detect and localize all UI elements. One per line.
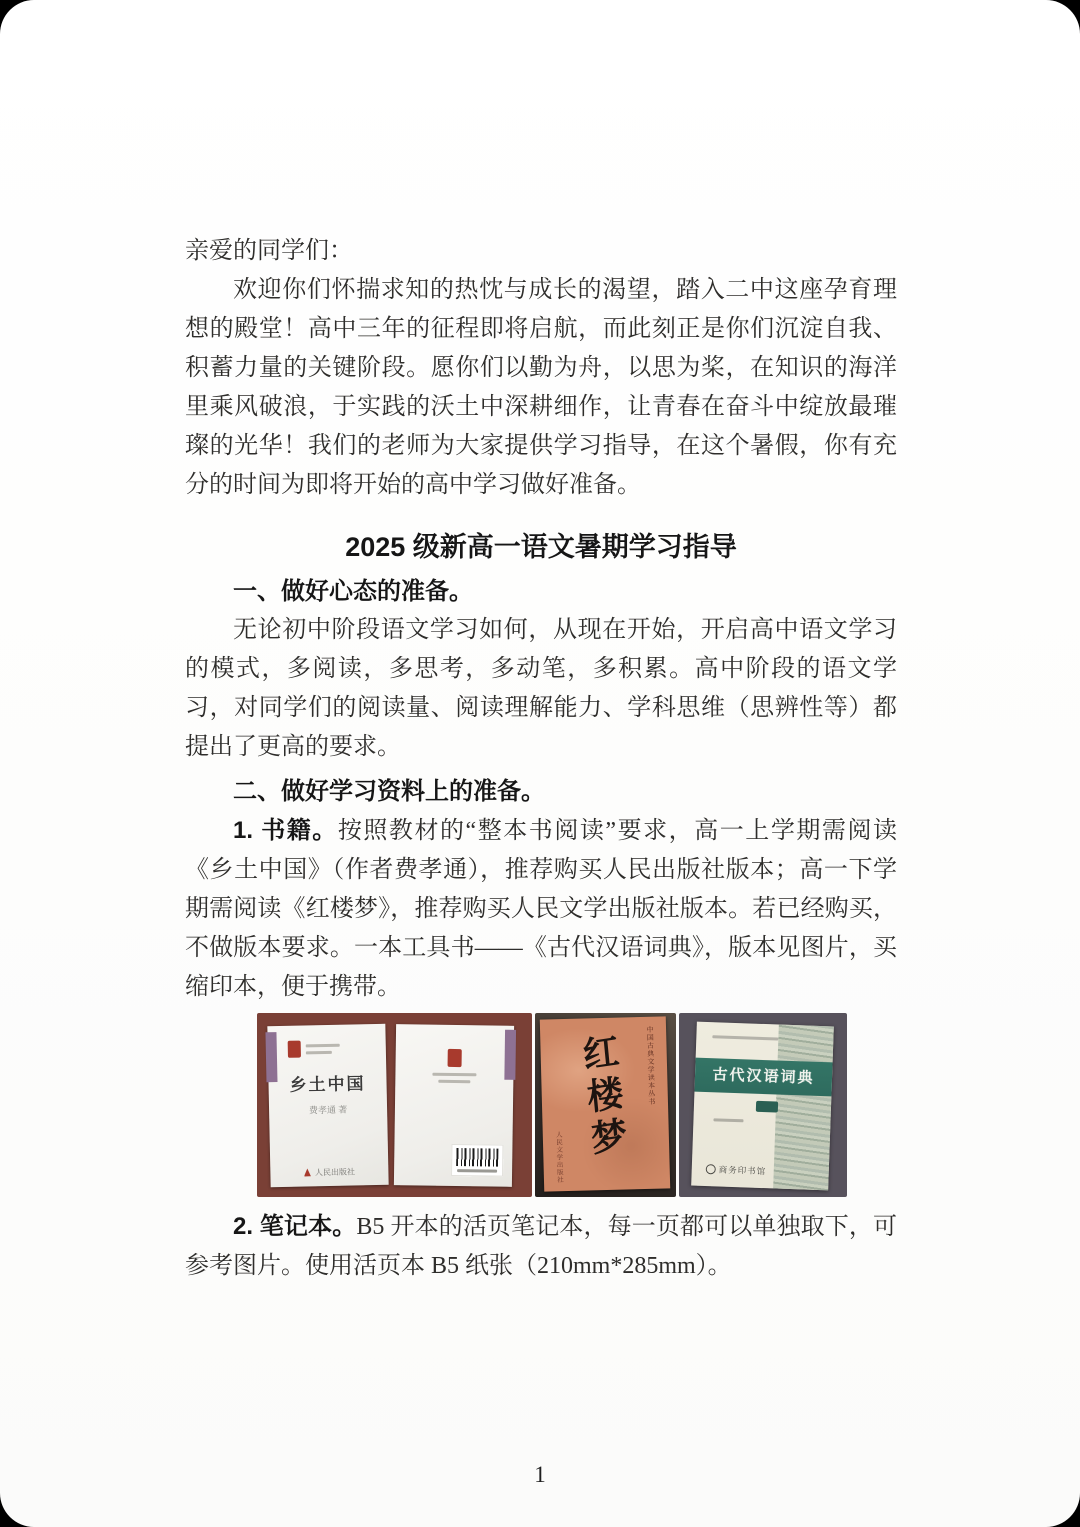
guide-title: 2025 级新高一语文暑期学习指导 <box>345 532 737 562</box>
document-content <box>185 0 897 1286</box>
book-cover-title: 红楼梦 <box>576 1031 629 1163</box>
section2-heading: 二、做好学习资料上的准备。 <box>233 778 545 805</box>
book-photos-row <box>257 1013 897 1197</box>
series-text-blur <box>432 1073 476 1077</box>
barcode-icon <box>451 1144 503 1177</box>
book-item-text: 按照教材的“整本书阅读”要求，高一上学期需阅读《乡土中国》（作者费孝通），推荐购买人民出版社版本；高一下学期需阅读《红楼梦》，推荐购买人民文学出版社版本。若已经购买，不做版本要求。一本工具书——《古代汉语词典》，版本见图片，买缩印本，便于携带。 <box>185 818 897 1000</box>
letter-salutation: 亲爱的同学们： <box>185 238 353 264</box>
notebook-item-paragraph <box>185 1207 897 1286</box>
book-item-label: 1. 书籍。 <box>233 817 338 844</box>
barcode-numbers-blur <box>457 1169 497 1173</box>
photo-hongloumeng <box>535 1013 676 1197</box>
book-item-paragraph <box>185 811 897 1007</box>
page-number: 1 <box>534 1462 546 1487</box>
hongloumeng-cover <box>540 1016 670 1191</box>
book-publisher-text: 人民文学出版社 <box>554 1130 564 1184</box>
series-text-blur <box>712 1035 778 1040</box>
section1-body: 无论初中阶段语文学习如何，从现在开始，开启高中语文学习的模式，多阅读，多思考，多动笔，多积累。高中阶段的语文学习，对同学们的阅读量、阅读理解能力、学科思维（思辨性等）都提出了更高的要求。 <box>185 617 897 760</box>
cover-stripe <box>265 1032 277 1082</box>
series-text-blur <box>438 1080 470 1083</box>
cover-title-banner <box>694 1058 832 1097</box>
red-seal-icon <box>288 1041 301 1058</box>
xiangtu-front-cover <box>267 1024 388 1187</box>
book-cover-author: 费孝通 著 <box>308 1104 348 1116</box>
edition-badge <box>756 1101 778 1113</box>
cover-stripe <box>504 1030 516 1080</box>
notebook-item-text: B5 开本的活页笔记本，每一页都可以单独取下，可参考图片。使用活页本 B5 纸张（210mm*285mm）。 <box>185 1214 897 1279</box>
book-cover-title: 乡土中国 <box>289 1074 366 1095</box>
photo-gudai-hanyu-cidian <box>679 1013 847 1197</box>
publisher-logo-icon: 人民出版社 <box>270 1167 388 1179</box>
cover-texture-strip <box>773 1025 833 1191</box>
red-seal-icon <box>448 1049 462 1067</box>
letter-body: 欢迎你们怀揣求知的热忱与成长的渴望，踏入二中这座孕育理想的殿堂！高中三年的征程即将启航，而此刻正是你们沉淀自我、积蓄力量的关键阶段。愿你们以勤为舟，以思为桨，在知识的海洋里乘风破浪，于实践的沃土中深耕细作，让青春在奋斗中绽放最璀璨的光华！我们的老师为大家提供学习指导，在这个暑假，你有充分的时间为即将开始的高中学习做好准备。 <box>185 277 897 498</box>
series-text-blur <box>306 1044 340 1048</box>
book-series-text: 中国古典文学读本丛书 <box>645 1025 657 1106</box>
xiangtu-back-cover <box>394 1024 514 1187</box>
publisher-logo-icon: 商务印书馆 <box>706 1164 767 1176</box>
photo-xiangtu-zhongguo <box>257 1013 532 1197</box>
cidian-cover <box>691 1022 834 1191</box>
notebook-item-label: 2. 笔记本。 <box>233 1213 357 1240</box>
section1-heading: 一、做好心态的准备。 <box>233 578 473 605</box>
series-text-blur <box>306 1051 332 1055</box>
barcode-bars <box>456 1148 498 1167</box>
book-cover-title: 古代汉语词典 <box>712 1066 815 1087</box>
author-text-blur <box>713 1118 743 1122</box>
